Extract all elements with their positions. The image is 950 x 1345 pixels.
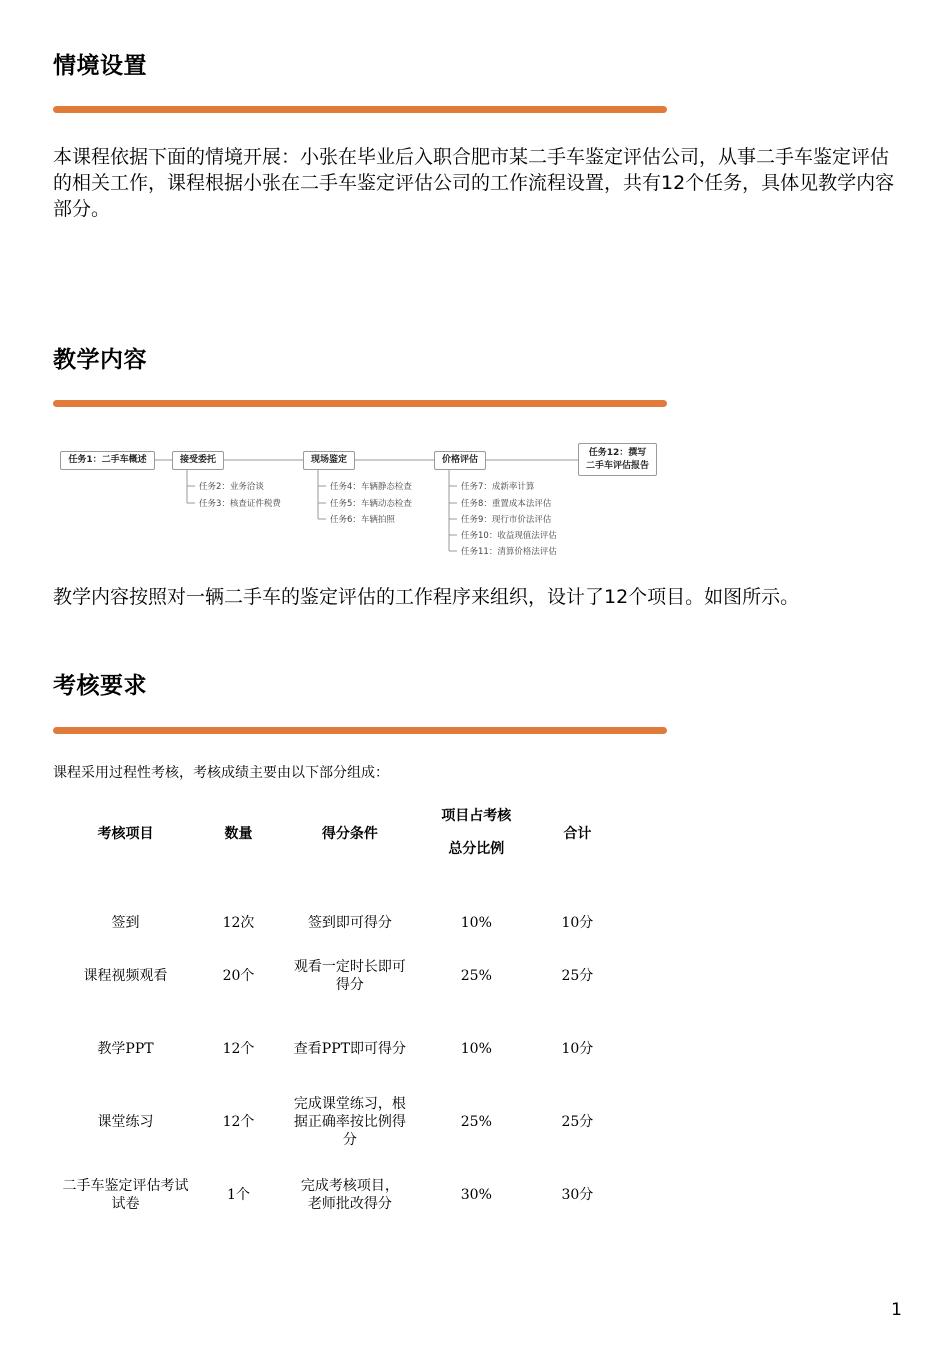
cell-ratio: 30% xyxy=(460,1186,492,1203)
header-ratio-line1: 项目占考核 xyxy=(441,808,512,824)
cell-total: 25分 xyxy=(561,1113,594,1130)
leaf-task7: 任务7：成新率计算 xyxy=(461,482,535,492)
section-title-assessment: 考核要求 xyxy=(53,673,147,699)
content-paragraph: 教学内容按照对一辆二手车的鉴定评估的工作程序来组织，设计了12个项目。如图所示。 xyxy=(53,586,800,608)
node-onsite: 现场鉴定 xyxy=(303,451,355,470)
cell-count: 20个 xyxy=(222,967,255,984)
cell-item: 教学PPT xyxy=(97,1040,154,1057)
leaf-task11: 任务11：清算价格法评估 xyxy=(461,547,557,557)
leaf-task8: 任务8：重置成本法评估 xyxy=(461,499,552,509)
cell-item: 二手车鉴定评估考试试卷 xyxy=(62,1177,189,1212)
cell-condition: 签到即可得分 xyxy=(307,914,392,931)
cell-ratio: 25% xyxy=(460,1113,492,1130)
assessment-table xyxy=(53,800,623,1231)
cell-ratio: 10% xyxy=(460,914,492,931)
cell-count: 12个 xyxy=(222,1040,255,1057)
cell-total: 10分 xyxy=(561,914,594,931)
leaf-task5: 任务5：车辆动态检查 xyxy=(330,499,412,509)
header-ratio-line2: 总分比例 xyxy=(448,841,505,857)
assessment-intro: 课程采用过程性考核，考核成绩主要由以下部分组成： xyxy=(53,765,389,781)
header-ratio xyxy=(421,800,532,866)
header-condition: 得分条件 xyxy=(321,826,378,842)
cell-count: 12个 xyxy=(222,1113,255,1130)
header-count: 数量 xyxy=(224,826,253,842)
table-header-row xyxy=(53,800,623,866)
node-task1: 任务1：二手车概述 xyxy=(60,451,155,470)
node-pricing: 价格评估 xyxy=(434,451,486,470)
cell-count: 1个 xyxy=(227,1186,250,1203)
node-accept: 接受委托 xyxy=(172,451,224,470)
table-row xyxy=(53,1085,623,1158)
leaf-task3: 任务3：核查证件税费 xyxy=(199,499,281,509)
cell-ratio: 25% xyxy=(460,967,492,984)
leaf-task6: 任务6：车辆拍照 xyxy=(330,515,395,525)
cell-ratio: 10% xyxy=(460,1040,492,1057)
node-task12-line2: 二手车评估报告 xyxy=(585,460,649,471)
leaf-task10: 任务10：收益现值法评估 xyxy=(461,531,557,541)
section-title-content: 教学内容 xyxy=(53,347,147,373)
node-task12-line1: 任务12：撰写 xyxy=(588,447,647,458)
node-task12 xyxy=(578,443,657,476)
cell-condition: 完成课堂练习，根据正确率按比例得分 xyxy=(293,1095,406,1148)
cell-total: 25分 xyxy=(561,967,594,984)
section-divider xyxy=(53,400,667,407)
cell-condition: 完成考核项目，老师批改得分 xyxy=(300,1177,399,1212)
section-divider xyxy=(53,727,667,734)
cell-total: 30分 xyxy=(561,1186,594,1203)
task-mindmap xyxy=(60,443,660,561)
cell-condition: 查看PPT即可得分 xyxy=(293,1040,406,1057)
cell-count: 12次 xyxy=(222,914,255,931)
cell-item: 课堂练习 xyxy=(97,1113,154,1130)
section-divider xyxy=(53,106,667,113)
table-row xyxy=(53,866,623,939)
leaf-task9: 任务9：现行市价法评估 xyxy=(461,515,552,525)
leaf-task4: 任务4：车辆静态检查 xyxy=(330,482,412,492)
header-total: 合计 xyxy=(563,826,592,842)
leaf-task2: 任务2：业务洽谈 xyxy=(199,482,264,492)
header-item: 考核项目 xyxy=(97,826,154,842)
section-title-situation: 情境设置 xyxy=(53,53,147,79)
cell-total: 10分 xyxy=(561,1040,594,1057)
table-row xyxy=(53,1158,623,1231)
table-row xyxy=(53,1012,623,1085)
cell-item: 签到 xyxy=(111,914,140,931)
situation-paragraph: 本课程依据下面的情境开展：小张在毕业后入职合肥市某二手车鉴定评估公司，从事二手车鉴定评估的相关工作，课程根据小张在二手车鉴定评估公司的工作流程设置，共有12个任务，具体见教学内容部分。 xyxy=(53,146,895,220)
cell-item: 课程视频观看 xyxy=(83,967,168,984)
cell-condition: 观看一定时长即可得分 xyxy=(293,958,406,993)
table-row xyxy=(53,939,623,1012)
page-number: 1 xyxy=(891,1300,902,1320)
